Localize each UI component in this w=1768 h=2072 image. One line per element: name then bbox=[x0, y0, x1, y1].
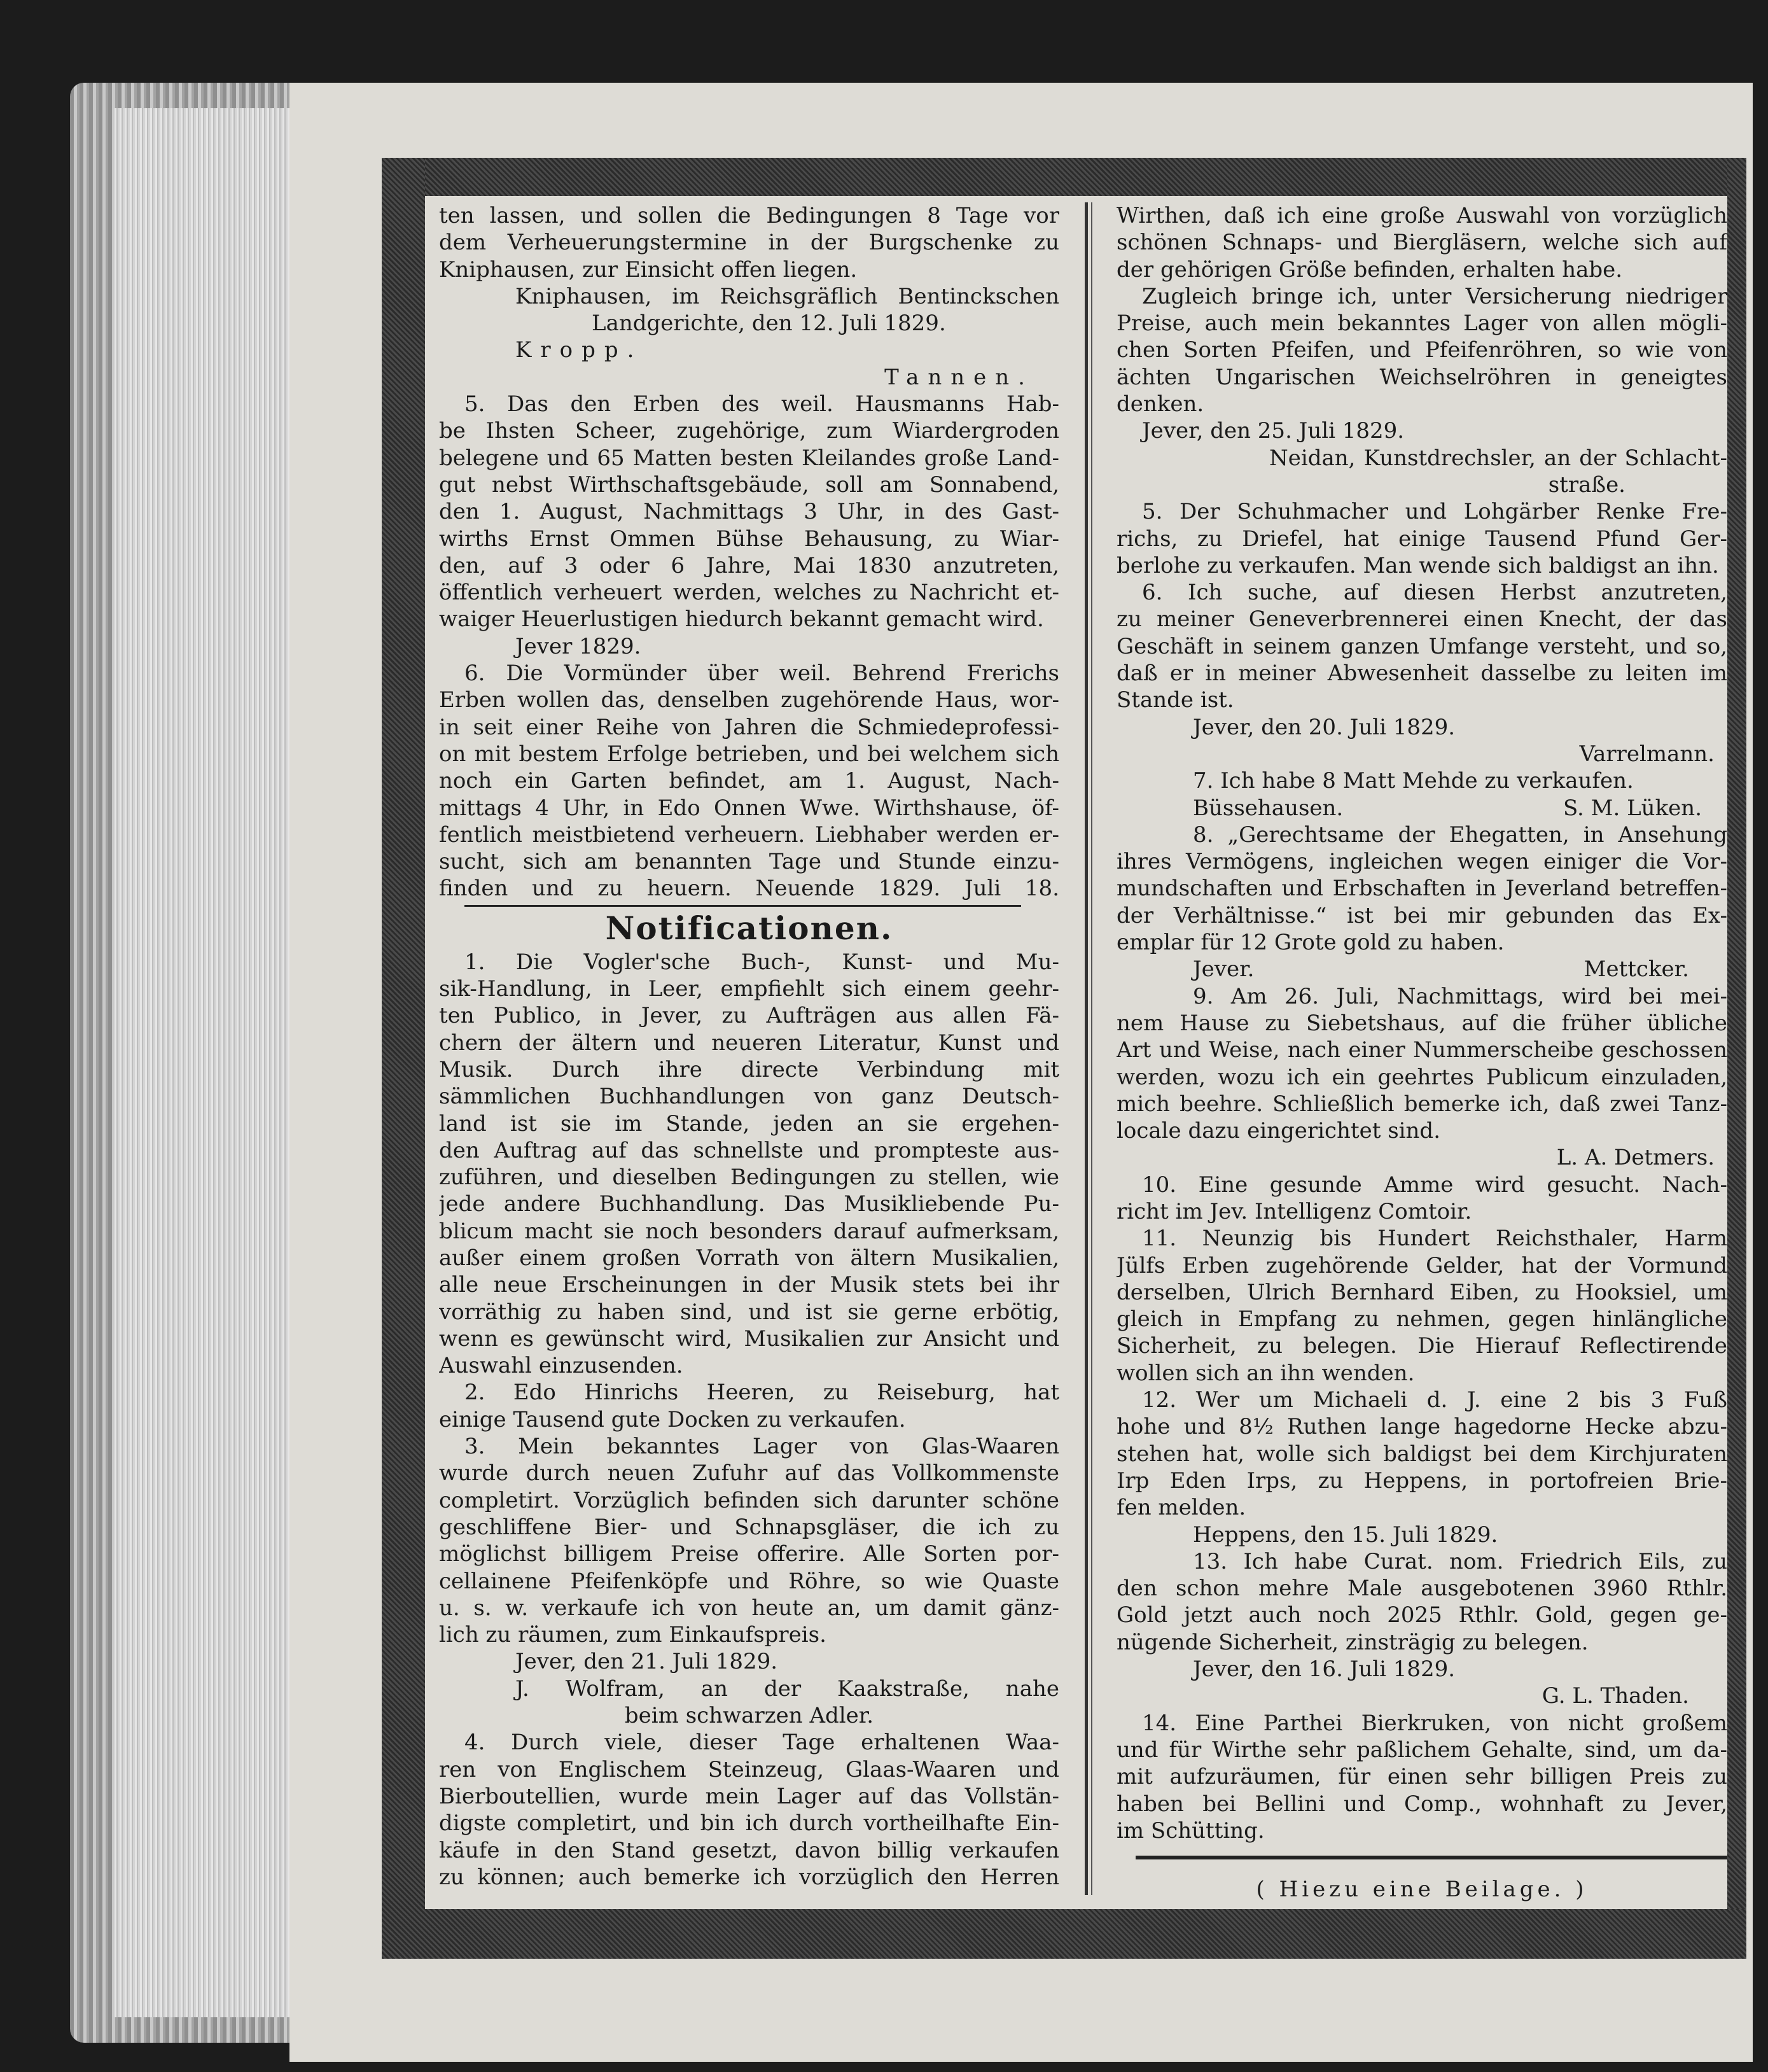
text-line: nügende Sicherheit, zinsträgig zu belegen. bbox=[1117, 1629, 1589, 1655]
notice-4-continued bbox=[1117, 202, 1727, 498]
notice-place bbox=[1117, 956, 1727, 983]
text-line: completirt. Vorzüglich befinden sich darunter schöne bbox=[439, 1487, 1059, 1513]
text-line: 12. Wer um Michaeli d. J. eine 2 bis 3 Fuß bbox=[1142, 1387, 1727, 1413]
text-line: werden, wozu ich ein geehrtes Publicum einzuladen, bbox=[1117, 1064, 1727, 1090]
text-line: ren von Englischem Steinzeug, Glaas-Waaren und bbox=[439, 1756, 1059, 1782]
text-line: derselben, Ulrich Bernhard Eiben, zu Hooksiel, um bbox=[1117, 1279, 1727, 1305]
book-page-stack bbox=[115, 108, 299, 2017]
text-line: mundschaften und Erbschaften in Jeverland betreffen- bbox=[1117, 876, 1727, 902]
text-line: 10. Eine gesunde Amme wird gesucht. Nach- bbox=[1142, 1172, 1727, 1198]
text-line: wurde durch neuen Zufuhr auf das Vollkommenste bbox=[439, 1460, 1059, 1487]
page-frame-bottom bbox=[425, 1909, 1746, 1959]
text-line: 6. Ich suche, auf diesen Herbst anzutreten, bbox=[1142, 580, 1727, 606]
notice-signature: L. A. Detmers. bbox=[1556, 1145, 1715, 1171]
text-line: emplar für 12 Grote gold zu haben. bbox=[1117, 930, 1505, 956]
text-line: wirths Ernst Ommen Bühse Behausung, zu Wiar- bbox=[439, 526, 1059, 552]
text-line: Irp Eden Irps, zu Heppens, in portofreien Brie- bbox=[1117, 1467, 1727, 1494]
notice-r13 bbox=[1117, 1548, 1727, 1710]
text-line: außer einem großen Vorrath von ältern Musikalien, bbox=[439, 1245, 1059, 1271]
notice-place: Landgerichte, den 12. Juli 1829. bbox=[592, 311, 946, 337]
text-line: Jülfs Erben zugehörende Gelder, hat der Vormund bbox=[1117, 1252, 1727, 1278]
text-line: finden und zu heuern. Neuende 1829. Juli 18. bbox=[439, 876, 1059, 902]
text-line: 1. Die Vogler'sche Buch-, Kunst- und Mu- bbox=[464, 949, 1059, 975]
text-line: wenn es gewünscht wird, Musikalien zur Ansicht und bbox=[439, 1326, 1059, 1352]
section-place-heading: Tannen. bbox=[884, 364, 1034, 390]
text-line: mittags 4 Uhr, in Edo Onnen Wwe. Wirthshause, öf- bbox=[439, 795, 1059, 821]
notice-2 bbox=[439, 1379, 1059, 1433]
text-line: mich beehre. Schließlich bemerke ich, daß zwei Tanz- bbox=[1117, 1091, 1727, 1117]
text-line: lich zu räumen, zum Einkaufspreis. bbox=[439, 1622, 826, 1648]
notice-r12 bbox=[1117, 1387, 1727, 1548]
notice-r11 bbox=[1117, 1225, 1727, 1387]
right-column bbox=[1117, 202, 1727, 1903]
text-line: Art und Weise, nach einer Nummerscheibe geschossen bbox=[1117, 1037, 1727, 1063]
notice-date: Jever 1829. bbox=[515, 633, 641, 659]
notice-date: Heppens, den 15. Juli 1829. bbox=[1193, 1522, 1498, 1548]
text-line: berlohe zu verkaufen. Man wende sich baldigst an ihn. bbox=[1117, 552, 1719, 578]
text-line: land ist sie im Stande, jeden an sie ergehen- bbox=[439, 1110, 1059, 1137]
text-line: hohe und 8½ Ruthen lange hagedorne Hecke abzu- bbox=[1117, 1414, 1727, 1440]
section-divider bbox=[464, 905, 1021, 907]
notice-r6 bbox=[1117, 579, 1727, 767]
text-line: richt im Jev. Intelligenz Comtoir. bbox=[1117, 1198, 1472, 1224]
notice-1 bbox=[439, 949, 1059, 1380]
text-line: sämmlichen Buchhandlungen von ganz Deutsch- bbox=[439, 1084, 1059, 1110]
text-line: blicum macht sie noch besonders darauf aufmerksam, bbox=[439, 1218, 1059, 1244]
text-line: möglichst billigem Preise offerire. Alle Sorten por- bbox=[439, 1541, 1059, 1567]
section-heading: Notificationen. bbox=[605, 909, 893, 947]
notice-r8 bbox=[1117, 822, 1727, 983]
notice-date: Jever, den 25. Juli 1829. bbox=[1142, 418, 1405, 444]
text-line: zu können; auch bemerke ich vorzüglich den Herren bbox=[439, 1864, 1059, 1890]
text-line: ächten Ungarischen Weichselröhren in geneigtes bbox=[1117, 364, 1727, 390]
text-line: Preise, auch mein bekanntes Lager von allen mögli- bbox=[1117, 311, 1727, 337]
text-line: daß er in meiner Abwesenheit dasselbe zu leiten im bbox=[1117, 661, 1727, 687]
notice-signature: J. Wolfram, an der Kaakstraße, nahe bbox=[515, 1676, 1059, 1702]
notice-5 bbox=[439, 391, 1059, 660]
text-line: 14. Eine Parthei Bierkruken, von nicht großem bbox=[1142, 1710, 1727, 1736]
text-line: nem Hause zu Siebetshaus, auf die früher übliche bbox=[1117, 1010, 1727, 1036]
text-line: 8. „Gerechtsame der Ehegatten, in Ansehung bbox=[1193, 822, 1727, 848]
text-line: Gold jetzt auch noch 2025 Rthlr. Gold, gegen ge- bbox=[1117, 1602, 1727, 1628]
notice-kniphausen bbox=[439, 202, 1059, 364]
text-line: sucht, sich am benannten Tage und Stunde einzu- bbox=[439, 849, 1059, 875]
text-line: geschliffene Bier- und Schnapsgläser, die ich zu bbox=[439, 1514, 1059, 1540]
text-line: stehen hat, wolle sich baldigst bei dem Kirchjuraten bbox=[1117, 1441, 1727, 1467]
text-line: der gehörigen Größe befinden, erhalten habe. bbox=[1117, 256, 1623, 283]
text-line: belegene und 65 Matten besten Kleilandes große Land- bbox=[439, 445, 1059, 471]
notice-r7 bbox=[1117, 767, 1727, 822]
text-line: ten Publico, in Jever, zu Aufträgen aus allen Fä- bbox=[439, 1003, 1059, 1029]
notice-3 bbox=[439, 1433, 1059, 1729]
text-line: 4. Durch viele, dieser Tage erhaltenen Waa- bbox=[464, 1730, 1059, 1756]
text-line: den, auf 3 oder 6 Jahre, Mai 1830 anzutreten, bbox=[439, 552, 1059, 578]
notice-6 bbox=[439, 660, 1059, 902]
notice-signature: beim schwarzen Adler. bbox=[624, 1703, 874, 1729]
text-line: cellainene Pfeifenköpfe und Röhre, so wie Quaste bbox=[439, 1568, 1059, 1594]
notice-signature: Neidan, Kunstdrechsler, an der Schlacht- bbox=[1269, 445, 1727, 471]
text-line: zu meiner Geneverbrennerei einen Knecht, der das bbox=[1117, 606, 1727, 633]
notice-date: Jever, den 20. Juli 1829. bbox=[1193, 714, 1456, 740]
text-line: mit aufzuräumen, für einen sehr billigen Preis zu bbox=[1117, 1764, 1727, 1790]
text-line: den schon mehre Male ausgebotenen 3960 Rthlr. bbox=[1117, 1576, 1727, 1602]
column-rule bbox=[1085, 202, 1088, 1895]
text-line: ihres Vermögens, ingleichen wegen einiger die Vor- bbox=[1117, 849, 1727, 875]
text-line: der Verhältnisse.“ ist bei mir gebunden das Ex- bbox=[1117, 902, 1727, 928]
notice-signature: G. L. Thaden. bbox=[1542, 1683, 1689, 1709]
text-line: gut nebst Wirthschaftsgebäude, soll am Sonnabend, bbox=[439, 472, 1059, 498]
text-line: 6. Die Vormünder über weil. Behrend Frerichs bbox=[464, 661, 1059, 687]
text-line: haben bei Bellini und Comp., wohnhaft zu Jever, bbox=[1117, 1791, 1727, 1817]
text-line: Zugleich bringe ich, unter Versicherung niedriger bbox=[1142, 283, 1727, 309]
page-frame-right bbox=[1727, 158, 1746, 1959]
notice-signature: Varrelmann. bbox=[1579, 741, 1715, 767]
text-line: in seit einer Reihe von Jahren die Schmiedeprofessi- bbox=[439, 714, 1059, 740]
text-line: Auswahl einzusenden. bbox=[439, 1353, 683, 1379]
text-line: öffentlich verheuert werden, welches zu Nachricht et- bbox=[439, 580, 1059, 606]
text-line: fen melden. bbox=[1117, 1495, 1246, 1521]
text-line: 7. Ich habe 8 Matt Mehde zu verkaufen. bbox=[1193, 768, 1634, 794]
text-line: Sicherheit, zu belegen. Die Hierauf Reflectirende bbox=[1117, 1333, 1727, 1359]
text-line: ten lassen, und sollen die Bedingungen 8 Tage vor bbox=[439, 203, 1059, 228]
text-line: käufe in den Stand gesetzt, davon billig verkaufen bbox=[439, 1837, 1059, 1863]
text-line: noch ein Garten befindet, am 1. August, Nach- bbox=[439, 768, 1059, 794]
notice-r9 bbox=[1117, 983, 1727, 1172]
text-line: waiger Heuerlustigen hiedurch bekannt gemacht wird. bbox=[439, 606, 1044, 633]
text-line: gleich in Empfang zu nehmen, gegen hinlängliche bbox=[1117, 1306, 1727, 1333]
notice-r5 bbox=[1117, 498, 1727, 579]
section-divider bbox=[1136, 1856, 1727, 1859]
notice-date: Jever, den 21. Juli 1829. bbox=[515, 1649, 778, 1675]
notice-date: Jever, den 16. Juli 1829. bbox=[1193, 1656, 1456, 1683]
notice-r10 bbox=[1117, 1172, 1727, 1226]
text-line: Wirthen, daß ich eine große Auswahl von vorzüglich bbox=[1117, 203, 1727, 228]
text-line: 9. Am 26. Juli, Nachmittags, wird bei mei- bbox=[1193, 983, 1727, 1009]
text-line: 5. Der Schuhmacher und Lohgärber Renke Fre- bbox=[1142, 499, 1727, 525]
column-rule-thin bbox=[1091, 202, 1092, 1895]
left-column bbox=[439, 202, 1059, 1891]
text-line: u. s. w. verkaufe ich von heute an, um damit gänz- bbox=[439, 1595, 1059, 1621]
page-frame-left bbox=[382, 158, 425, 1959]
notice-place bbox=[1117, 795, 1727, 822]
text-line: 11. Neunzig bis Hundert Reichsthaler, Harm bbox=[1142, 1226, 1727, 1252]
text-line: 5. Das den Erben des weil. Hausmanns Hab- bbox=[464, 391, 1059, 417]
text-line: chen Sorten Pfeifen, und Pfeifenröhren, so wie von bbox=[1117, 337, 1727, 363]
text-line: Erben wollen das, denselben zugehörende Haus, wor- bbox=[439, 687, 1059, 713]
text-line: digste completirt, und bin ich durch vortheilhafte Ein- bbox=[439, 1810, 1059, 1837]
notice-place-name: Jever. bbox=[1193, 956, 1255, 983]
text-line: Kniphausen, zur Einsicht offen liegen. bbox=[439, 256, 858, 283]
text-line: sik-Handlung, in Leer, empfiehlt sich einem geehr- bbox=[439, 976, 1059, 1002]
text-line: schönen Schnaps- und Biergläsern, welche sich auf bbox=[1117, 230, 1727, 256]
notice-signature: straße. bbox=[1548, 472, 1625, 498]
text-line: alle neue Erscheinungen in der Musik stets bei ihr bbox=[439, 1272, 1059, 1298]
text-line: Bierboutellien, wurde mein Lager auf das Vollstän- bbox=[439, 1783, 1059, 1809]
text-line: und für Wirthe sehr paßlichem Gehalte, sind, um da- bbox=[1117, 1737, 1727, 1763]
notice-r14 bbox=[1117, 1710, 1727, 1844]
notice-place: Kniphausen, im Reichsgräflich Bentinckschen bbox=[515, 283, 1059, 309]
text-line: 13. Ich habe Curat. nom. Friedrich Eils, zu bbox=[1193, 1548, 1727, 1574]
text-line: vorräthig zu haben sind, und ist sie gerne erbötig, bbox=[439, 1299, 1059, 1325]
notice-place-name: Büssehausen. bbox=[1193, 795, 1344, 821]
text-line: locale dazu eingerichtet sind. bbox=[1117, 1118, 1441, 1144]
text-line: on mit bestem Erfolge betrieben, und bei welchem sich bbox=[439, 741, 1059, 767]
text-line: wollen sich an ihn wenden. bbox=[1117, 1360, 1415, 1386]
text-line: be Ihsten Scheer, zugehörige, zum Wiardergroden bbox=[439, 418, 1059, 444]
text-line: den Auftrag auf das schnellste und prompteste aus- bbox=[439, 1137, 1059, 1163]
supplement-note: ( Hiezu eine Beilage. ) bbox=[1256, 1877, 1588, 1903]
text-line: im Schütting. bbox=[1117, 1817, 1265, 1844]
text-line: Musik. Durch ihre directe Verbindung mit bbox=[439, 1056, 1059, 1082]
text-line: chern der ältern und neueren Literatur, Kunst und bbox=[439, 1030, 1059, 1056]
text-line: einige Tausend gute Docken zu verkaufen. bbox=[439, 1406, 906, 1432]
text-line: denken. bbox=[1117, 391, 1204, 417]
page-frame-top bbox=[382, 158, 1737, 196]
text-line: den 1. August, Nachmittags 3 Uhr, in des Gast- bbox=[439, 499, 1059, 525]
text-line: zuführen, und dieselben Bedingungen zu stellen, wie bbox=[439, 1165, 1059, 1191]
text-line: dem Verheuerungstermine in der Burgschenke zu bbox=[439, 230, 1059, 256]
notice-signature: S. M. Lüken. bbox=[1563, 795, 1702, 821]
text-line: 2. Edo Hinrichs Heeren, zu Reiseburg, hat bbox=[464, 1380, 1059, 1406]
notice-signature: Mettcker. bbox=[1584, 956, 1689, 983]
text-line: Stande ist. bbox=[1117, 687, 1234, 713]
text-line: richs, zu Driefel, hat einige Tausend Pfund Ger- bbox=[1117, 526, 1727, 552]
notice-4 bbox=[439, 1729, 1059, 1891]
text-line: jede andere Buchhandlung. Das Musikliebende Pu- bbox=[439, 1191, 1059, 1217]
notice-signature: Kropp. bbox=[515, 337, 643, 363]
text-line: fentlich meistbietend verheuern. Liebhaber werden er- bbox=[439, 822, 1059, 848]
text-line: 3. Mein bekanntes Lager von Glas-Waaren bbox=[464, 1434, 1059, 1460]
text-line: Geschäft in seinem ganzen Umfange versteht, und so, bbox=[1117, 633, 1727, 659]
